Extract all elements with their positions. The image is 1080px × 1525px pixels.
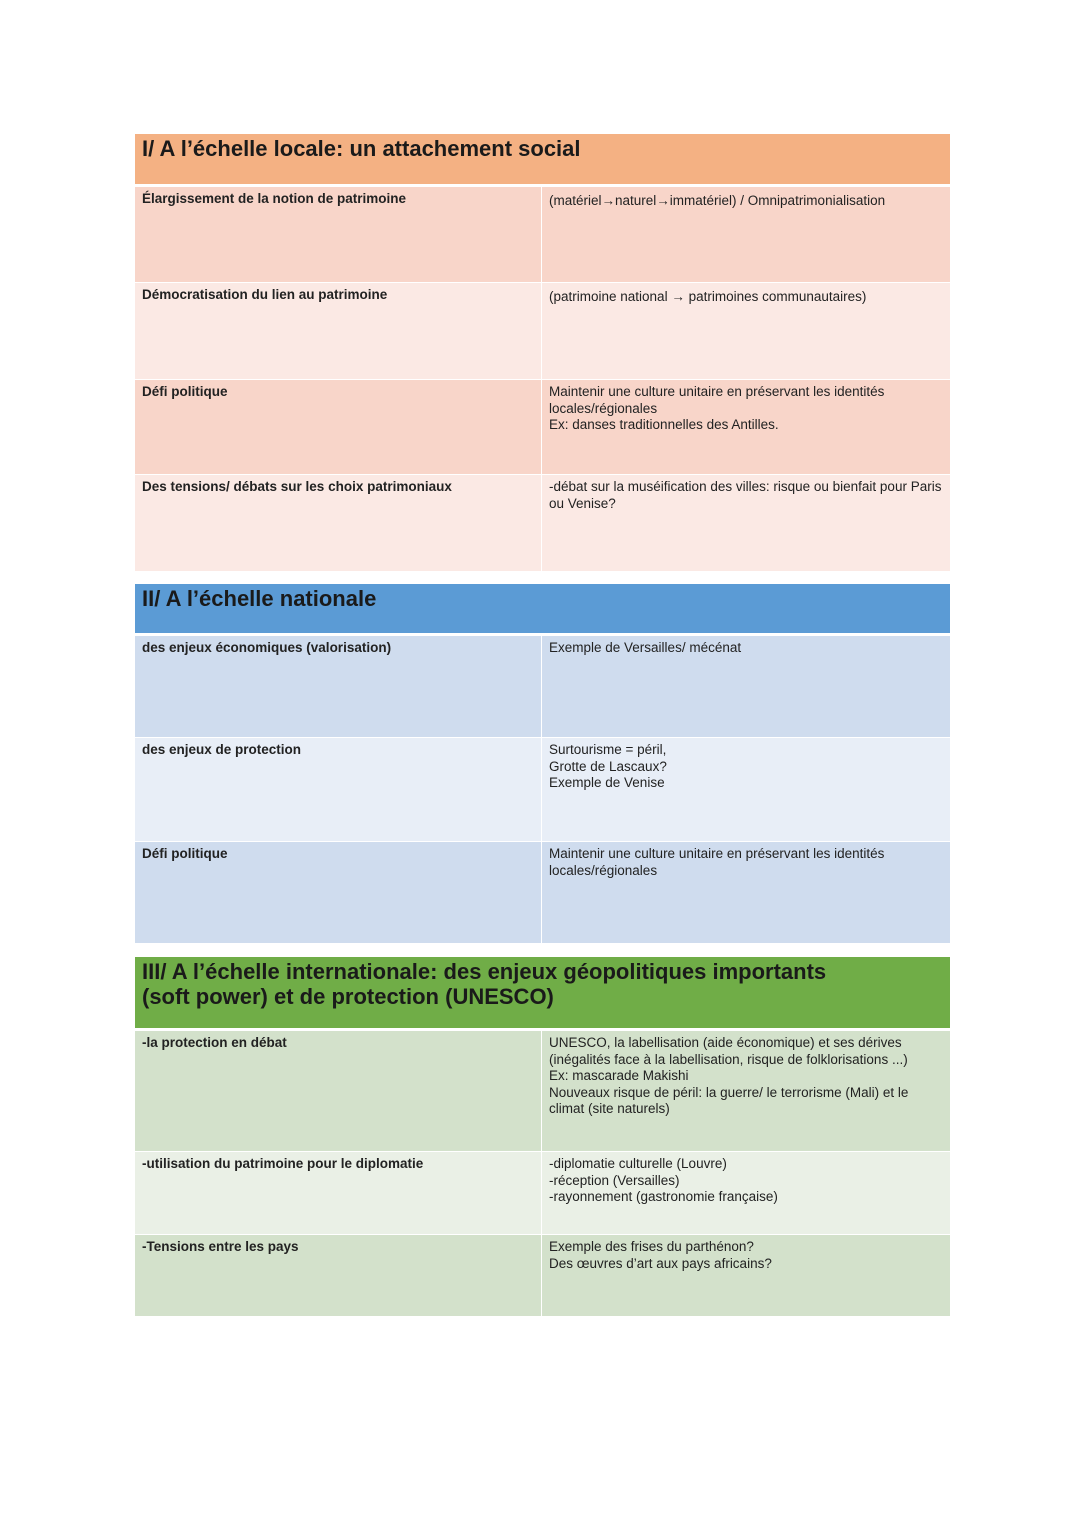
row-label: Des tensions/ débats sur les choix patrimoniaux	[135, 475, 542, 571]
row-content: Exemple de Versailles/ mécénat	[549, 640, 742, 655]
table-row	[135, 842, 950, 944]
row-label: -Tensions entre les pays	[135, 1235, 542, 1316]
row-content: Exemple des frises du parthénon? Des œuvres d’art aux pays africains?	[549, 1239, 772, 1271]
row-content: Surtourisme = péril, Grotte de Lascaux? Exemple de Venise	[549, 742, 667, 790]
row-label: -utilisation du patrimoine pour le diplomatie	[135, 1152, 542, 1234]
row-content: Maintenir une culture unitaire en préservant les identités locales/régionales	[549, 846, 885, 878]
table-row	[135, 636, 950, 738]
row-content: -débat sur la muséification des villes: risque ou bienfait pour Paris ou Venise?	[549, 479, 942, 511]
table-row	[135, 1031, 950, 1152]
row-label: Élargissement de la notion de patrimoine	[135, 187, 542, 282]
row-label: des enjeux économiques (valorisation)	[135, 636, 542, 737]
row-content: (matériel→naturel→immatériel) / Omnipatrimonialisation	[549, 193, 886, 208]
table-row	[135, 1235, 950, 1317]
table-row	[135, 380, 950, 475]
section-title: II/ A l’échelle nationale	[135, 584, 950, 636]
section-title: III/ A l’échelle internationale: des enjeux géopolitiques importants (soft power) et de protection (UNESCO)	[135, 957, 950, 1031]
row-content: (patrimoine national → patrimoines communautaires)	[549, 289, 867, 304]
row-label: -la protection en débat	[135, 1031, 542, 1151]
row-content: Maintenir une culture unitaire en préservant les identités locales/régionales Ex: danses traditionnelles des Antilles.	[549, 384, 885, 432]
table-row	[135, 738, 950, 842]
row-content: -diplomatie culturelle (Louvre) -réception (Versailles) -rayonnement (gastronomie française)	[549, 1156, 778, 1204]
row-content: UNESCO, la labellisation (aide économique) et ses dérives (inégalités face à la labellisation, risque de folklorisations ...) Ex: mascarade Makishi Nouveaux risque de péril: la guerre/ le terrorisme (Mali) et le climat (site naturels)	[549, 1035, 909, 1116]
row-label: Démocratisation du lien au patrimoine	[135, 283, 542, 379]
table-row	[135, 475, 950, 572]
row-label: Défi politique	[135, 380, 542, 474]
row-label: des enjeux de protection	[135, 738, 542, 841]
section-national	[135, 584, 950, 944]
table-row	[135, 283, 950, 380]
row-label: Défi politique	[135, 842, 542, 943]
section-international	[135, 957, 950, 1317]
table-row	[135, 187, 950, 283]
section-title: I/ A l’échelle locale: un attachement social	[135, 134, 950, 187]
table-row	[135, 1152, 950, 1235]
section-local	[135, 134, 950, 572]
